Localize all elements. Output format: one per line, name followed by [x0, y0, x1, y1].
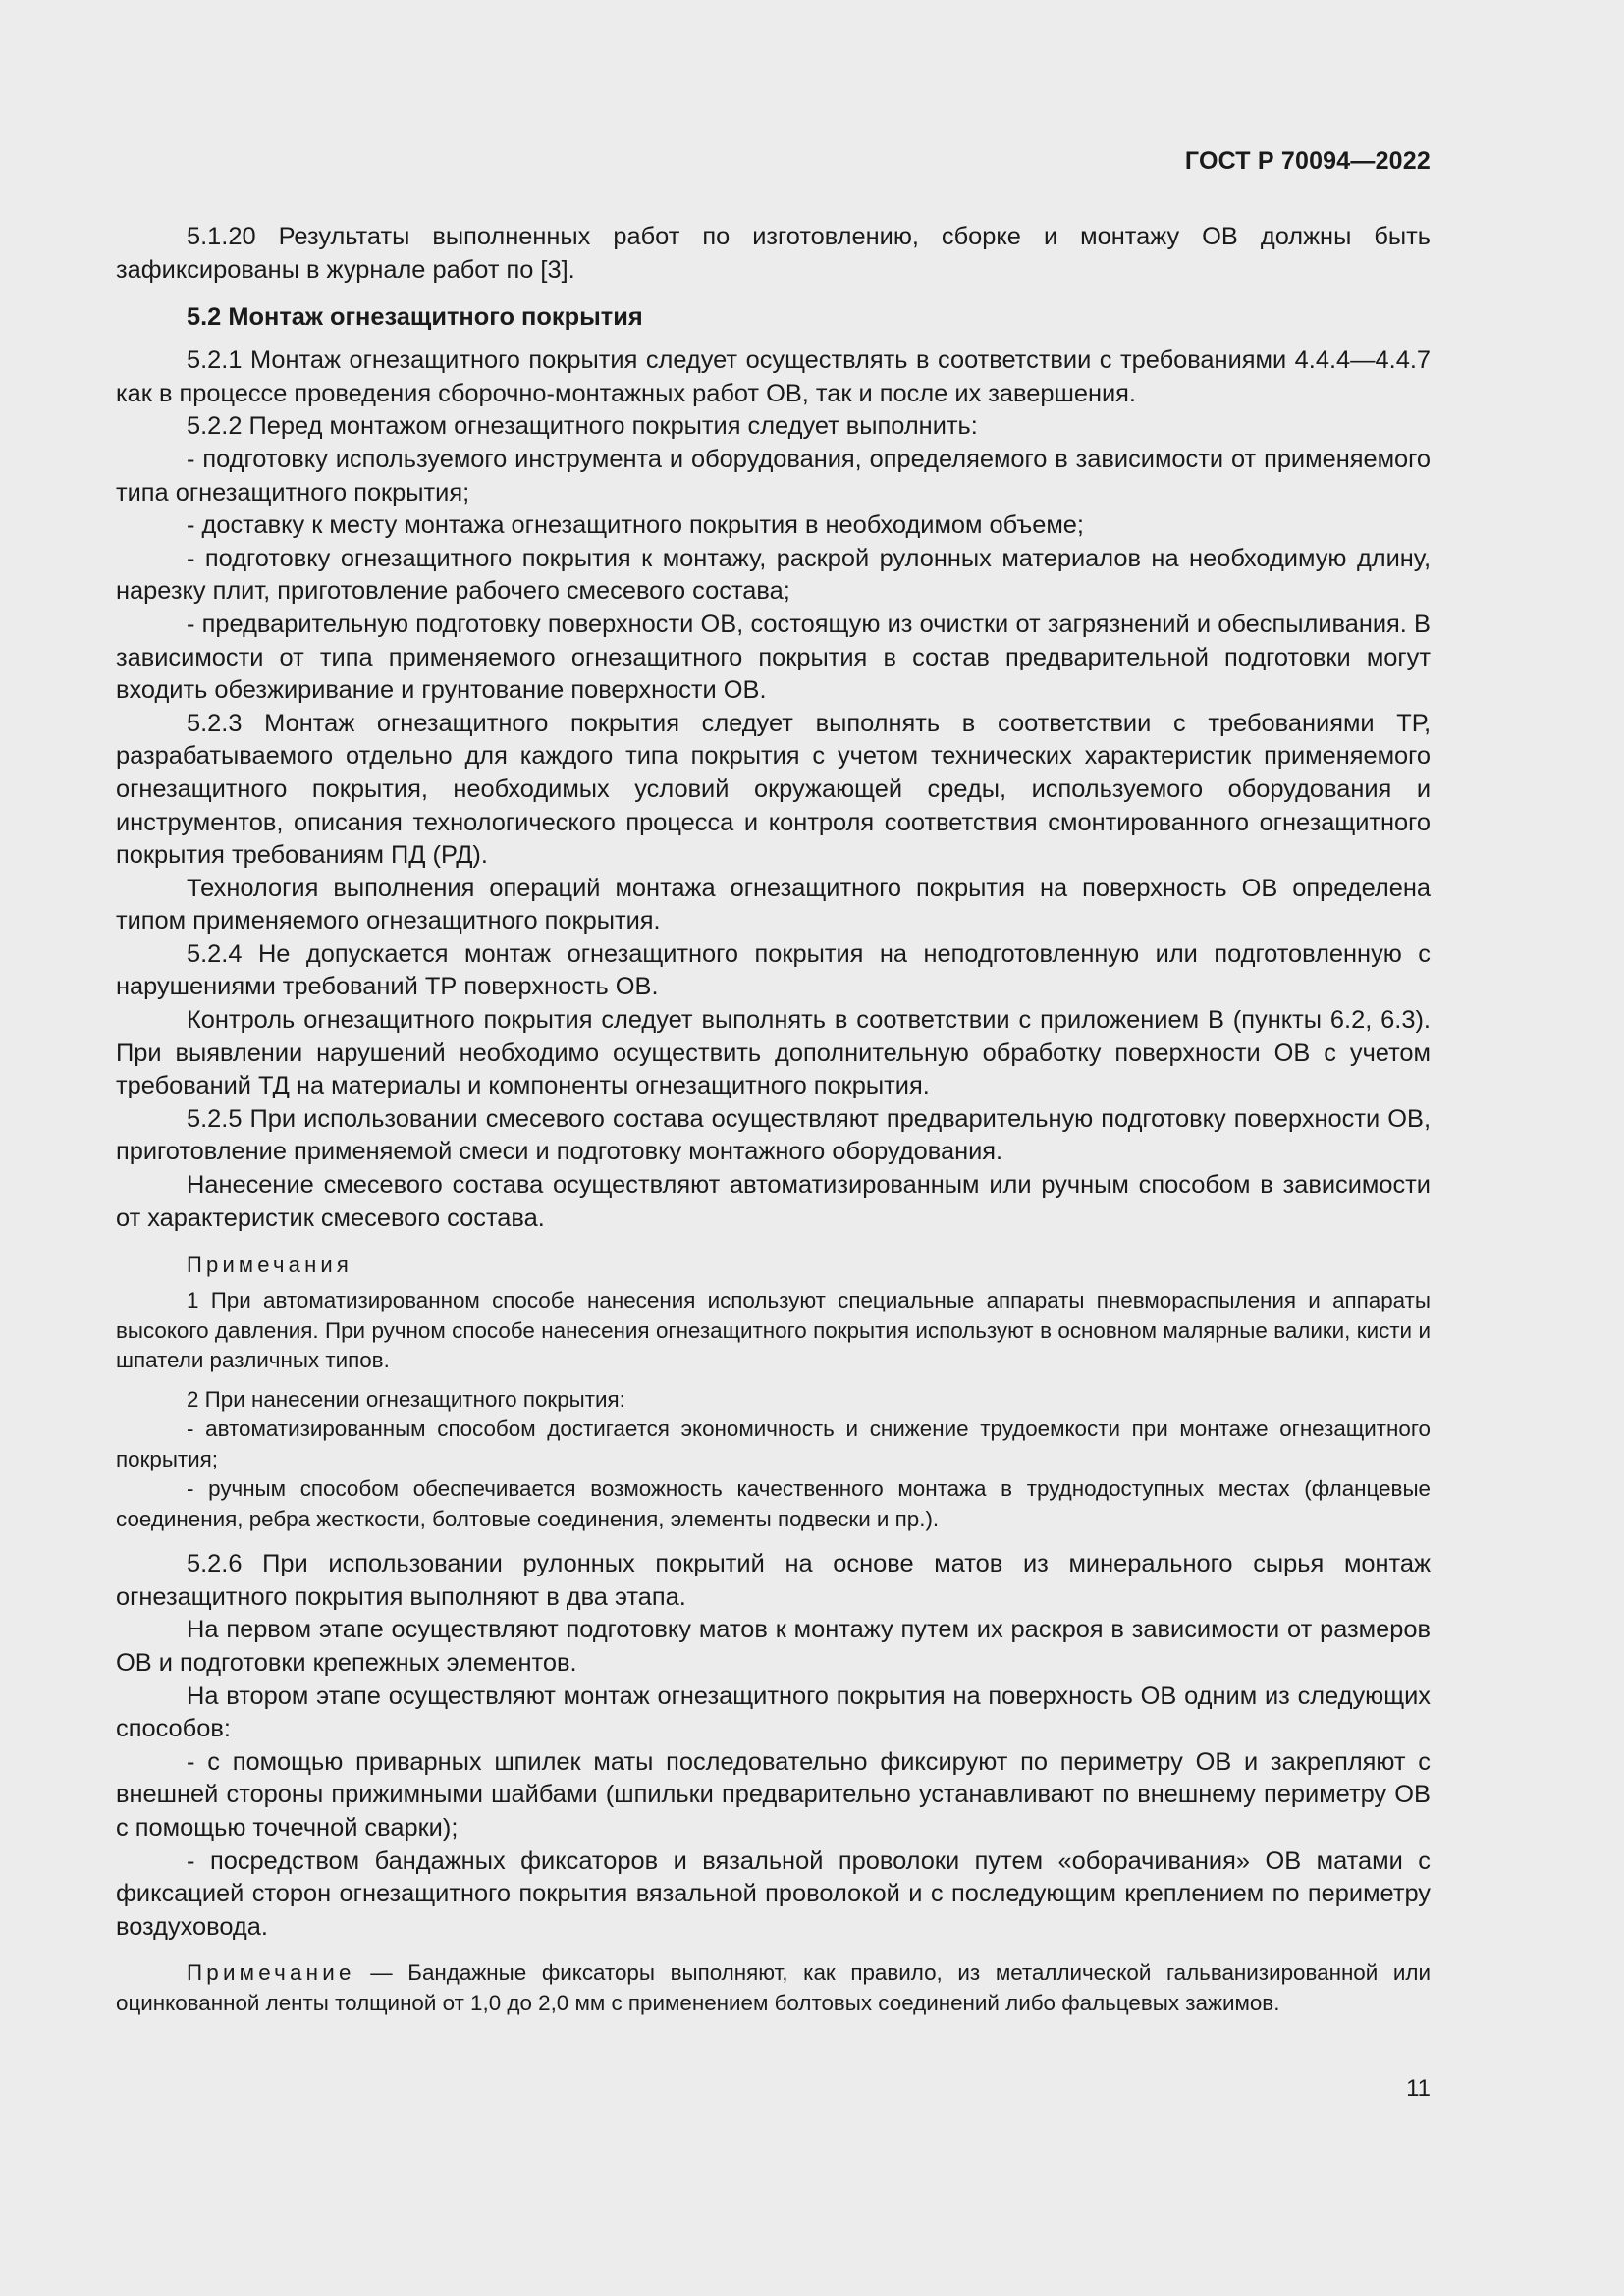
- paragraph-technology: Технология выполнения операций монтажа огнезащитного покрытия на поверхность ОВ определена типом применяемого огнезащитного покрытия.: [116, 874, 1431, 935]
- paragraph-5-2-1: 5.2.1 Монтаж огнезащитного покрытия следует осуществлять в соответствии с требованиями 4.4.4—4.4.7 как в процессе проведения сборочно-монтажных работ ОВ, так и после их завершения.: [116, 347, 1431, 407]
- list-item: - доставку к месту монтажа огнезащитного покрытия в необходимом объеме;: [187, 511, 1084, 540]
- final-note: [116, 1958, 1431, 2018]
- list-item: - посредством бандажных фиксаторов и вязальной проволоки путем «оборачивания» ОВ матами с фиксацией сторон огнезащитного покрытия вязальной проволокой и с последующим креплением по периметру воздуховода.: [116, 1846, 1431, 1941]
- document-id-header: ГОСТ Р 70094—2022: [1184, 147, 1431, 175]
- page-number: 11: [1406, 2075, 1431, 2102]
- paragraph-stage-2: На втором этапе осуществляют монтаж огнезащитного покрытия на поверхность ОВ одним из следующих способов:: [116, 1682, 1431, 1743]
- paragraph-5-2-4: 5.2.4 Не допускается монтаж огнезащитного покрытия на неподготовленную или подготовленную с нарушениями требований ТР поверхность ОВ.: [116, 939, 1431, 1001]
- section-title-5-2: 5.2 Монтаж огнезащитного покрытия: [187, 303, 643, 332]
- note-1: 1 При автоматизированном способе нанесения используют специальные аппараты пневмораспыления и аппараты высокого давления. При ручном способе нанесения огнезащитного покрытия используют в основном малярные валики, кисти и шпатели различных типов.: [116, 1288, 1431, 1373]
- paragraph-stage-1: На первом этапе осуществляют подготовку матов к монтажу путем их раскроя в зависимости от размеров ОВ и подготовки крепежных элементов.: [116, 1616, 1431, 1677]
- final-note-text: — Бандажные фиксаторы выполняют, как правило, из металлической гальванизированной или оцинкованной ленты толщиной от 1,0 до 2,0 мм с применением болтовых соединений либо фальцевых зажимов.: [116, 1960, 1431, 2015]
- note-list-item: - автоматизированным способом достигается экономичность и снижение трудоемкости при монтаже огнезащитного покрытия;: [116, 1416, 1431, 1471]
- paragraph-5-2-5: 5.2.5 При использовании смесевого состава осуществляют предварительную подготовку поверхности ОВ, приготовление применяемой смеси и подготовку монтажного оборудования.: [116, 1104, 1431, 1166]
- note-list-item: - ручным способом обеспечивается возможность качественного монтажа в труднодоступных местах (фланцевые соединения, ребра жесткости, болтовые соединения, элементы подвески и пр.).: [116, 1476, 1431, 1531]
- page-content: [116, 221, 1431, 2018]
- paragraph-application: Нанесение смесевого состава осуществляют автоматизированным или ручным способом в зависимости от характеристик смесевого состава.: [116, 1171, 1431, 1232]
- paragraph-5-2-2: 5.2.2 Перед монтажом огнезащитного покрытия следует выполнить:: [187, 412, 978, 441]
- list-item: - подготовку используемого инструмента и оборудования, определяемого в зависимости от применяемого типа огнезащитного покрытия;: [116, 445, 1431, 507]
- list-item: - предварительную подготовку поверхности ОВ, состоящую из очистки от загрязнений и обеспыливания. В зависимости от типа применяемого огнезащитного покрытия в состав предварительной подготовки могут входить обезжиривание и грунтование поверхности ОВ.: [116, 610, 1431, 705]
- list-item: - подготовку огнезащитного покрытия к монтажу, раскрой рулонных материалов на необходимую длину, нарезку плит, приготовление рабочего смесевого состава;: [116, 544, 1431, 606]
- paragraph-5-1-20: 5.1.20 Результаты выполненных работ по изготовлению, сборке и монтажу ОВ должны быть зафиксированы в журнале работ по [3].: [116, 223, 1431, 284]
- paragraph-5-2-6: 5.2.6 При использовании рулонных покрытий на основе матов из минерального сырья монтаж огнезащитного покрытия выполняют в два этапа.: [116, 1550, 1431, 1611]
- note-2: 2 При нанесении огнезащитного покрытия:: [187, 1386, 625, 1412]
- notes-heading: Примечания: [187, 1253, 353, 1278]
- paragraph-control: Контроль огнезащитного покрытия следует выполнять в соответствии с приложением В (пункты 6.2, 6.3). При выявлении нарушений необходимо осуществить дополнительную обработку поверхности ОВ с учетом требований ТД на материалы и компоненты огнезащитного покрытия.: [116, 1006, 1431, 1100]
- list-item: - с помощью приварных шпилек маты последовательно фиксируют по периметру ОВ и закрепляют с внешней стороны прижимными шайбами (шпильки предварительно устанавливают по внешнему периметру ОВ с помощью точечной сварки);: [116, 1747, 1431, 1842]
- final-note-label: Примечание: [187, 1960, 355, 1986]
- paragraph-5-2-3: 5.2.3 Монтаж огнезащитного покрытия следует выполнять в соответствии с требованиями ТР, разрабатываемого отдельно для каждого типа покрытия с учетом технических характеристик применяемого огнезащитного покрытия, необходимых условий окружающей среды, используемого оборудования и инструментов, описания технологического процесса и контроля соответствия смонтированного огнезащитного покрытия требованиям ПД (РД).: [116, 709, 1431, 870]
